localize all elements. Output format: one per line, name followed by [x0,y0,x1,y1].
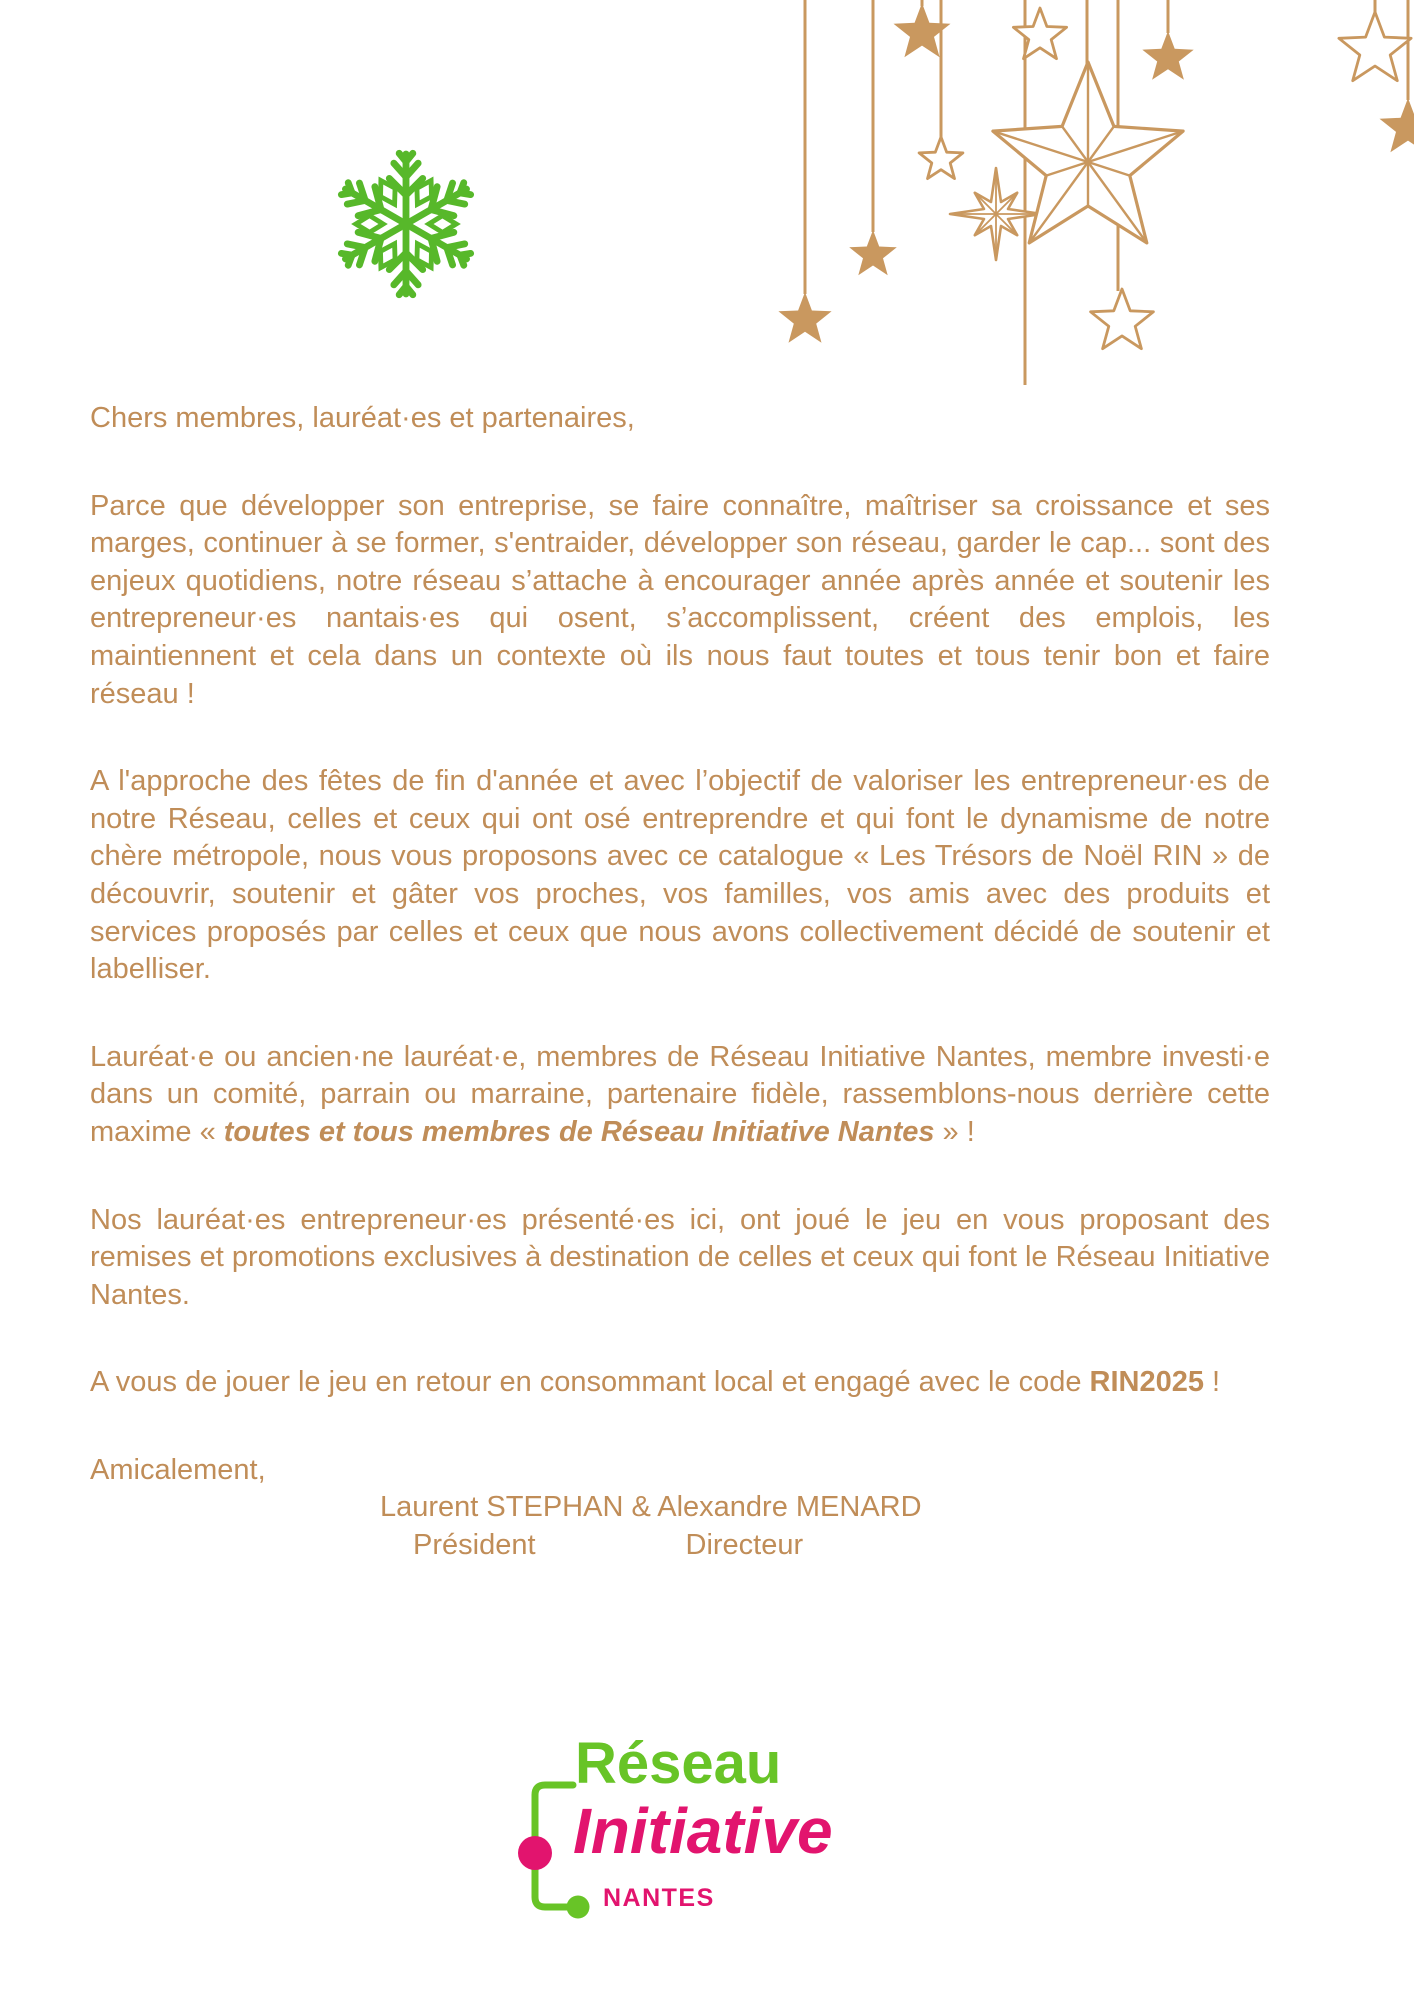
paragraph-4: Nos lauréat·es entrepreneur·es présenté·es ici, ont joué le jeu en vous proposant des remises et promotions exclusives à destination de celles et ceux qui font le Réseau Initiative Nantes. [90,1203,1270,1311]
logo-pink-dot [518,1836,552,1870]
solid-star [1380,98,1414,152]
letter-body [90,0,1270,1565]
signature-roles [413,1527,1270,1565]
signature-role-directeur: Directeur [685,1529,804,1562]
paragraph-3 [90,1039,1270,1152]
promo-code: RIN2025 [1089,1366,1204,1399]
salutation: Chers membres, lauréat·es et partenaires, [90,402,635,434]
signature-role-president: Président [413,1529,536,1562]
outline-star [1339,12,1411,81]
paragraph-5-end: ! [1204,1366,1221,1399]
reseau-initiative-nantes-logo [515,1732,895,1937]
paragraph-2: A l'approche des fêtes de fin d'année et avec l’objectif de valoriser les entrepreneur·es de notre Réseau, celles et ceux qui ont osé entreprendre et qui font le dynamisme de notre chère métropole, nous vous proposons avec ce catalogue « Les Trésors de Noël RIN » de découvrir, soutenir et gâter vos proches, vos familles, vos amis avec des produits et services proposés par celles et ceux que nous avons collectivement décidé de soutenir et labelliser. [90,765,1270,986]
paragraph-3-text: Lauréat·e ou ancien·ne lauréat·e, membres de Réseau Initiative Nantes, membre investi·e dans un comité, parrain ou marraine, partenaire fidèle, rassemblons-nous derrière cette maxime « [90,1040,1270,1148]
signature-names: Laurent STEPHAN & Alexandre MENARD [380,1491,922,1524]
paragraph-1: Parce que développer son entreprise, se faire connaître, maîtriser sa croissance et ses marges, continuer à se former, s'entraider, développer son réseau, garder le cap... sont des enjeux quotidiens, notre réseau s’attache à encourager année après année et soutenir les entrepreneur·es nantais·es qui osent, s’accomplissent, créent des emplois, les maintiennent et cela dans un contexte où ils nous faut toutes et tous tenir bon et faire réseau ! [90,489,1270,710]
closing: Amicalement, [90,1453,266,1486]
paragraph-5-text: A vous de jouer le jeu en retour en consommant local et engagé avec le code [90,1366,1090,1399]
paragraph-3-emphasis: toutes et tous membres de Réseau Initiative Nantes [223,1115,935,1148]
paragraph-3-end: » ! [934,1115,975,1148]
logo-word-nantes: NANTES [603,1884,715,1912]
logo-word-reseau: Réseau [575,1731,782,1796]
paragraph-5 [90,1364,1270,1402]
logo-green-dot [567,1896,590,1919]
logo-word-initiative: Initiative [573,1795,833,1867]
closing-block [90,1452,1270,1565]
